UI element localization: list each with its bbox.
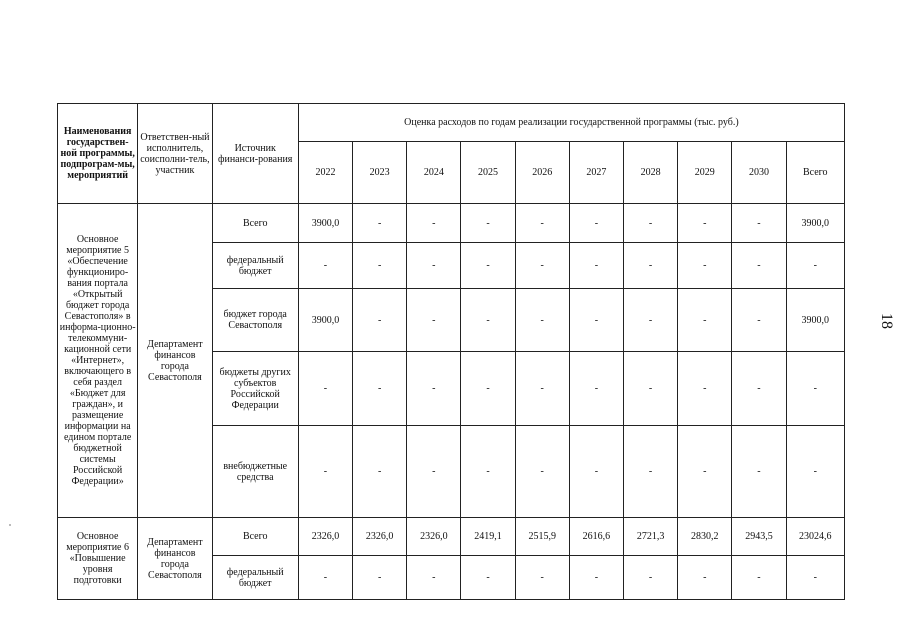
responsible-cell: Департамент финансов города Севастополя: [138, 204, 212, 518]
value-cell: -: [786, 352, 844, 426]
value-cell: -: [623, 426, 677, 518]
responsible-cell: Департамент финансов города Севастополя: [138, 518, 212, 600]
value-cell: 23024,6: [786, 518, 844, 556]
value-cell: -: [298, 426, 352, 518]
funding-source-cell: федеральный бюджет: [212, 556, 298, 600]
year-header-2: 2024: [407, 142, 461, 204]
funding-source-cell: Всего: [212, 518, 298, 556]
value-cell: -: [569, 243, 623, 289]
value-cell: 3900,0: [298, 289, 352, 352]
value-cell: -: [461, 243, 515, 289]
year-header-6: 2028: [623, 142, 677, 204]
value-cell: -: [732, 352, 786, 426]
value-cell: -: [678, 352, 732, 426]
header-program-name: Наименования государствен-ной программы, подпрограм-мы, мероприятий: [58, 104, 138, 204]
value-cell: -: [732, 556, 786, 600]
value-cell: -: [298, 243, 352, 289]
table-row: [58, 204, 845, 243]
funding-source-cell: внебюджетные средства: [212, 426, 298, 518]
value-cell: -: [623, 243, 677, 289]
value-cell: -: [353, 243, 407, 289]
value-cell: -: [461, 289, 515, 352]
value-cell: 2616,6: [569, 518, 623, 556]
value-cell: -: [678, 556, 732, 600]
value-cell: -: [515, 243, 569, 289]
value-cell: 2721,3: [623, 518, 677, 556]
funding-source-cell: бюджеты других субъектов Российской Федерации: [212, 352, 298, 426]
value-cell: -: [353, 426, 407, 518]
value-cell: -: [732, 243, 786, 289]
value-cell: -: [786, 243, 844, 289]
value-cell: -: [623, 556, 677, 600]
program-name-cell: Основное мероприятие 5 «Обеспечение функциониро-вания портала «Открытый бюджет города Севастополя» в информа-ционно-телекоммуни-кационной сети «Интернет», включающего в себя раздел «Бюджет для граждан», и размещение информации на едином портале бюджетной системы Российской Федерации»: [58, 204, 138, 518]
year-header-7: 2029: [678, 142, 732, 204]
value-cell: -: [569, 426, 623, 518]
value-cell: -: [461, 204, 515, 243]
value-cell: 2943,5: [732, 518, 786, 556]
value-cell: -: [515, 426, 569, 518]
budget-table: [57, 103, 845, 600]
value-cell: 2326,0: [407, 518, 461, 556]
value-cell: -: [569, 204, 623, 243]
value-cell: -: [515, 556, 569, 600]
value-cell: -: [353, 352, 407, 426]
value-cell: -: [732, 289, 786, 352]
value-cell: -: [407, 204, 461, 243]
value-cell: 2326,0: [298, 518, 352, 556]
value-cell: 2419,1: [461, 518, 515, 556]
value-cell: -: [623, 352, 677, 426]
value-cell: 2326,0: [353, 518, 407, 556]
value-cell: -: [407, 289, 461, 352]
value-cell: -: [298, 556, 352, 600]
table-row: [58, 518, 845, 556]
value-cell: -: [623, 289, 677, 352]
value-cell: -: [298, 352, 352, 426]
value-cell: -: [569, 352, 623, 426]
value-cell: -: [461, 352, 515, 426]
value-cell: -: [353, 289, 407, 352]
table-body: [58, 204, 845, 600]
value-cell: -: [353, 556, 407, 600]
header-estimate: Оценка расходов по годам реализации государственной программы (тыс. руб.): [298, 104, 844, 142]
value-cell: -: [786, 426, 844, 518]
value-cell: -: [732, 204, 786, 243]
year-header-3: 2025: [461, 142, 515, 204]
value-cell: -: [515, 204, 569, 243]
funding-source-cell: бюджет города Севастополя: [212, 289, 298, 352]
program-name-cell: Основное мероприятие 6 «Повышение уровня подготовки: [58, 518, 138, 600]
value-cell: -: [407, 556, 461, 600]
value-cell: -: [461, 556, 515, 600]
value-cell: -: [678, 243, 732, 289]
value-cell: -: [569, 289, 623, 352]
value-cell: -: [569, 556, 623, 600]
header-source: Источник финанси-рования: [212, 104, 298, 204]
value-cell: -: [732, 426, 786, 518]
value-cell: -: [407, 243, 461, 289]
year-header-9: Всего: [786, 142, 844, 204]
year-header-1: 2023: [353, 142, 407, 204]
year-header-4: 2026: [515, 142, 569, 204]
scan-artifact: [9, 524, 11, 526]
value-cell: -: [678, 426, 732, 518]
year-header-5: 2027: [569, 142, 623, 204]
year-header-8: 2030: [732, 142, 786, 204]
value-cell: 2515,9: [515, 518, 569, 556]
funding-source-cell: федеральный бюджет: [212, 243, 298, 289]
page-number: 18: [878, 313, 895, 329]
value-cell: 3900,0: [298, 204, 352, 243]
value-cell: -: [407, 352, 461, 426]
value-cell: 2830,2: [678, 518, 732, 556]
value-cell: -: [623, 204, 677, 243]
value-cell: -: [678, 204, 732, 243]
value-cell: -: [515, 289, 569, 352]
value-cell: -: [515, 352, 569, 426]
year-header-0: 2022: [298, 142, 352, 204]
funding-source-cell: Всего: [212, 204, 298, 243]
header-responsible: Ответствен-ный исполнитель, соисполни-тель, участник: [138, 104, 212, 204]
value-cell: -: [678, 289, 732, 352]
value-cell: -: [461, 426, 515, 518]
value-cell: 3900,0: [786, 289, 844, 352]
value-cell: -: [407, 426, 461, 518]
value-cell: -: [786, 556, 844, 600]
value-cell: -: [353, 204, 407, 243]
value-cell: 3900,0: [786, 204, 844, 243]
